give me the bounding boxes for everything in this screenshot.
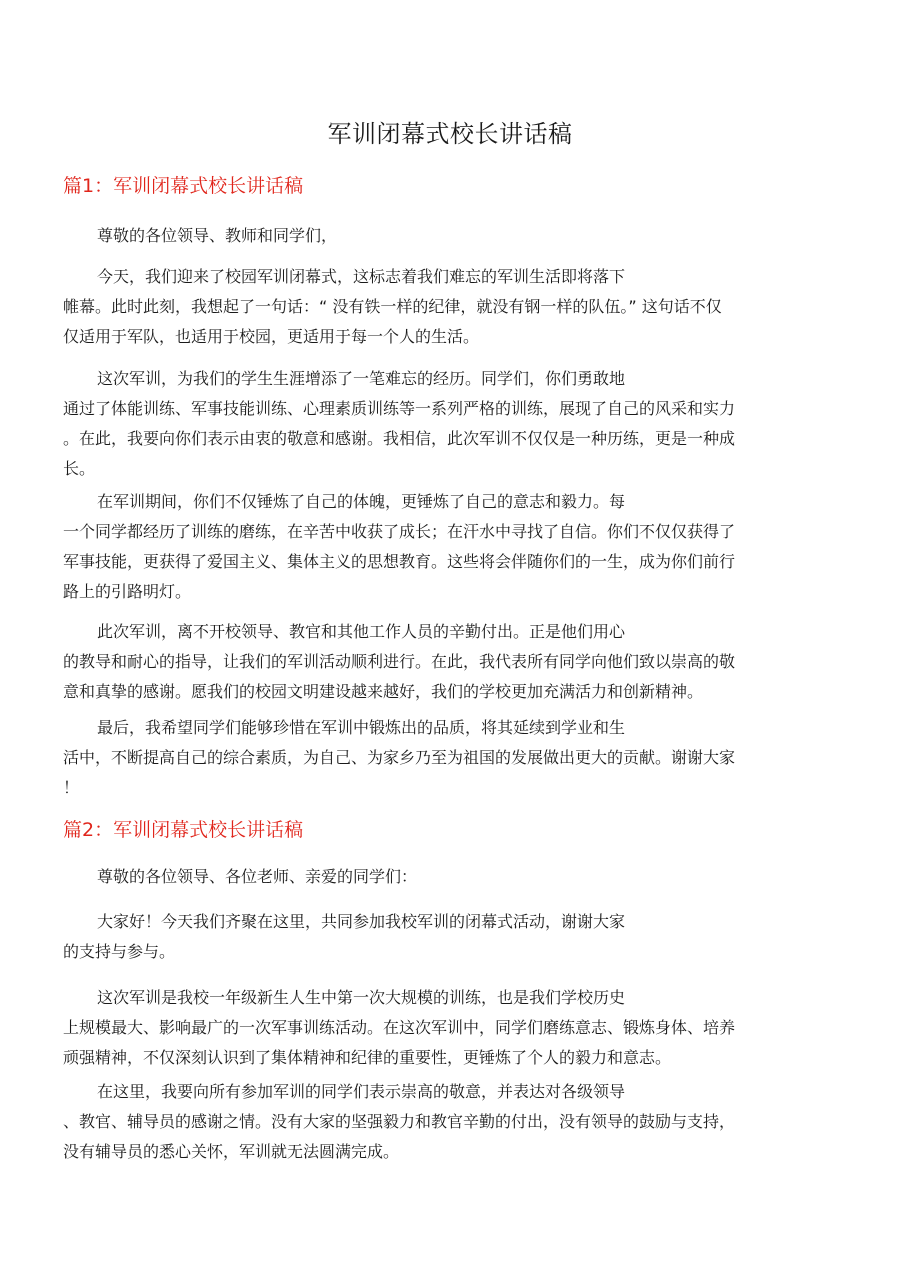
paragraph [63, 713, 835, 803]
paragraph [63, 907, 835, 967]
paragraph-line: 、教官、辅导员的感谢之情。没有大家的坚强毅力和教官辛勤的付出，没有领导的鼓励与支持， [63, 1112, 736, 1131]
paragraph-line: 大家好！今天我们齐聚在这里，共同参加我校军训的闭幕式活动，谢谢大家 [97, 912, 626, 931]
paragraph-line: 上规模最大、影响最广的一次军事训练活动。在这次军训中，同学们磨练意志、锻炼身体、培养 [63, 1018, 736, 1037]
paragraph-line: 军事技能，更获得了爱国主义、集体主义的思想教育。这些将会伴随你们的一生，成为你们前行 [63, 552, 736, 571]
paragraph [63, 983, 835, 1073]
paragraph [63, 1077, 835, 1167]
paragraph-line: 通过了体能训练、军事技能训练、心理素质训练等一系列严格的训练，展现了自己的风采和实力 [63, 399, 736, 418]
paragraph [63, 862, 835, 892]
paragraph [63, 364, 835, 484]
paragraph-line: 一个同学都经历了训练的磨练，在辛苦中收获了成长；在汗水中寻找了自信。你们不仅仅获得了 [63, 522, 736, 541]
paragraph-line: 尊敬的各位领导、教师和同学们， [97, 226, 338, 245]
paragraph-line: 路上的引路明灯。 [63, 582, 192, 601]
paragraph-line: 长。 [63, 459, 96, 478]
paragraph-line: 此次军训，离不开校领导、教官和其他工作人员的辛勤付出。正是他们用心 [97, 622, 626, 641]
paragraph [63, 262, 835, 352]
paragraph-line: 这次军训，为我们的学生生涯增添了一笔难忘的经历。同学们，你们勇敢地 [97, 369, 626, 388]
paragraph-line: 活中，不断提高自己的综合素质，为自己、为家乡乃至为祖国的发展做出更大的贡献。谢谢大家 [63, 748, 736, 767]
paragraph-line: 在军训期间，你们不仅锤炼了自己的体魄，更锤炼了自己的意志和毅力。每 [97, 492, 626, 511]
paragraph-line: 尊敬的各位领导、各位老师、亲爱的同学们： [97, 867, 418, 886]
section-heading-2: 篇2：军训闭幕式校长讲话稿 [63, 819, 304, 841]
paragraph-line: 。在此，我要向你们表示由衷的敬意和感谢。我相信，此次军训不仅仅是一种历练，更是一种成 [63, 429, 736, 448]
paragraph-line: 没有辅导员的悉心关怀，军训就无法圆满完成。 [63, 1142, 400, 1161]
paragraph-line: ！ [63, 778, 80, 797]
page-title: 军训闭幕式校长讲话稿 [327, 120, 573, 148]
paragraph [63, 617, 835, 707]
paragraph [63, 221, 835, 251]
paragraph-line: 在这里，我要向所有参加军训的同学们表示崇高的敬意，并表达对各级领导 [97, 1082, 626, 1101]
paragraph-line: 帷幕。此时此刻，我想起了一句话：“ 没有铁一样的纪律，就没有钢一样的队伍。” 这句话不仅 [63, 297, 722, 316]
paragraph-line: 的教导和耐心的指导，让我们的军训活动顺利进行。在此，我代表所有同学向他们致以崇高的敬 [63, 652, 736, 671]
paragraph-line: 顽强精神，不仅深刻认识到了集体精神和纪律的重要性，更锤炼了个人的毅力和意志。 [63, 1048, 672, 1067]
paragraph-line: 意和真挚的感谢。愿我们的校园文明建设越来越好，我们的学校更加充满活力和创新精神。 [63, 682, 704, 701]
paragraph [63, 487, 835, 607]
section-heading-1: 篇1：军训闭幕式校长讲话稿 [63, 175, 304, 197]
paragraph-line: 今天，我们迎来了校园军训闭幕式，这标志着我们难忘的军训生活即将落下 [97, 267, 626, 286]
paragraph-line: 仅适用于军队，也适用于校园，更适用于每一个人的生活。 [63, 327, 480, 346]
paragraph-line: 的支持与参与。 [63, 942, 176, 961]
paragraph-line: 最后，我希望同学们能够珍惜在军训中锻炼出的品质，将其延续到学业和生 [97, 718, 626, 737]
paragraph-line: 这次军训是我校一年级新生人生中第一次大规模的训练，也是我们学校历史 [97, 988, 626, 1007]
